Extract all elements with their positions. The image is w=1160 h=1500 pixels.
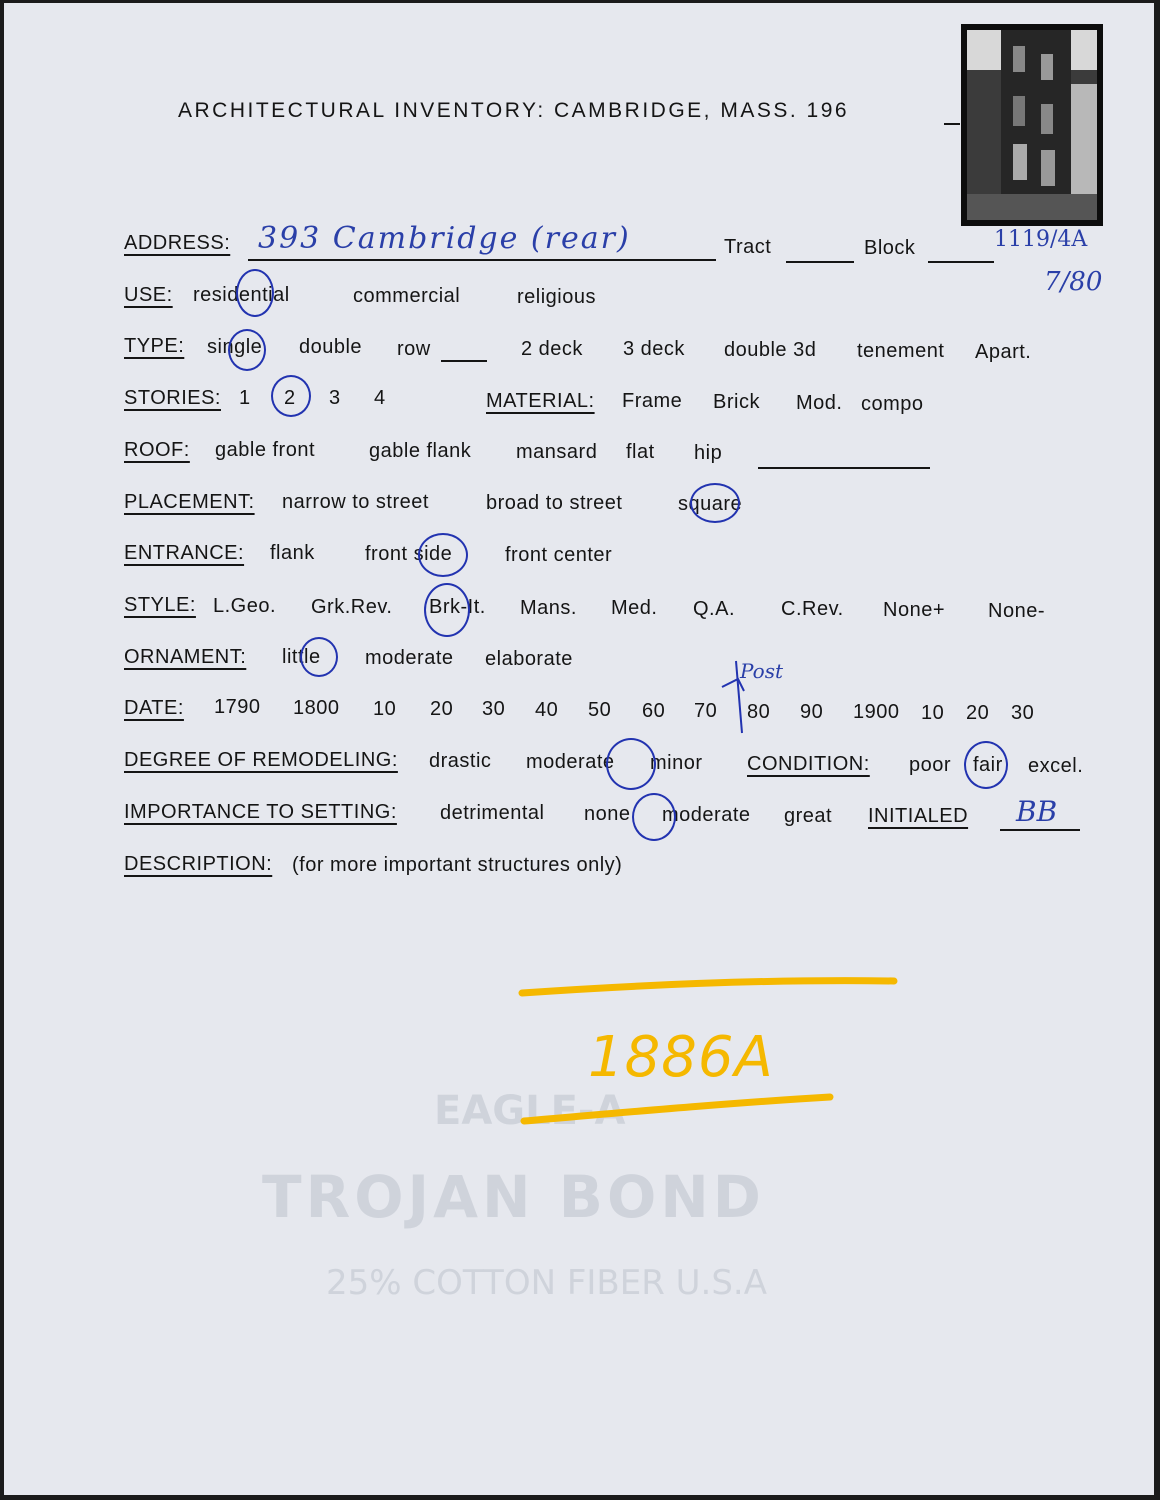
type-option[interactable]: double 3d [724, 339, 817, 361]
roof-label: ROOF: [124, 439, 190, 461]
date-option[interactable]: 30 [482, 698, 506, 720]
style-selected-circle [424, 583, 470, 637]
style-option[interactable]: Grk.Rev. [311, 596, 393, 618]
placement-option[interactable]: broad to street [486, 492, 623, 514]
tract-label: Tract [724, 236, 772, 258]
year-blank [944, 123, 960, 125]
type-option[interactable]: double [299, 336, 363, 358]
remodeling-selected-circle [606, 738, 656, 790]
block-label: Block [864, 237, 916, 259]
entrance-option[interactable]: front side [365, 543, 453, 565]
date-option[interactable]: 80 [747, 701, 771, 723]
use-option[interactable]: residential [193, 284, 290, 306]
style-option[interactable]: Q.A. [693, 598, 736, 620]
style-option[interactable]: None- [988, 600, 1045, 622]
highlighter-stroke-bottom [518, 1089, 838, 1129]
date-option[interactable]: 1900 [853, 701, 900, 723]
block-line [928, 261, 994, 263]
inventory-form-sheet [4, 3, 1154, 1495]
type-selected-circle [228, 329, 266, 371]
placement-label: PLACEMENT: [124, 491, 255, 513]
roof-option[interactable]: hip [694, 442, 723, 464]
ornament-selected-circle [300, 637, 338, 677]
roof-option[interactable]: mansard [516, 441, 598, 463]
placement-selected-circle [690, 483, 740, 523]
ornament-label: ORNAMENT: [124, 646, 247, 668]
entrance-option[interactable]: front center [505, 544, 613, 566]
ornament-option[interactable]: little [282, 646, 321, 668]
stories-option[interactable]: 2 [284, 387, 296, 409]
style-option[interactable]: Mans. [520, 597, 577, 619]
condition-option[interactable]: fair [973, 754, 1003, 776]
type-option[interactable]: 3 deck [623, 338, 685, 360]
type-option[interactable]: 2 deck [521, 338, 583, 360]
building-photo [961, 24, 1103, 226]
remodeling-option[interactable]: moderate [526, 751, 615, 773]
record-date-note: 7/80 [1044, 267, 1103, 297]
highlighter-stroke-top [518, 971, 898, 1001]
type-option[interactable]: Apart. [975, 341, 1032, 363]
material-label: MATERIAL: [486, 390, 595, 412]
watermark-brand: EAGLE-A [434, 1088, 626, 1134]
placement-option[interactable]: square [678, 493, 743, 515]
condition-option[interactable]: excel. [1028, 755, 1084, 777]
importance-option[interactable]: none [584, 803, 631, 825]
roof-option[interactable]: gable flank [369, 440, 472, 462]
address-label: ADDRESS: [124, 232, 231, 254]
importance-option[interactable]: great [784, 805, 833, 827]
date-option[interactable]: 10 [921, 702, 945, 724]
form-title: ARCHITECTURAL INVENTORY: CAMBRIDGE, MASS. 196 [178, 99, 850, 122]
date-option[interactable]: 70 [694, 700, 718, 722]
address-line [248, 259, 716, 261]
description-label: DESCRIPTION: [124, 853, 273, 875]
date-option[interactable]: 1790 [214, 696, 261, 718]
initialed-line [1000, 829, 1080, 831]
date-option[interactable]: 60 [642, 700, 666, 722]
date-option[interactable]: 20 [430, 698, 454, 720]
importance-selected-circle [632, 793, 676, 841]
style-option[interactable]: L.Geo. [213, 595, 277, 617]
date-option[interactable]: 10 [373, 698, 397, 720]
watermark-line2: 25% COTTON FIBER U.S.A [326, 1263, 767, 1303]
date-option[interactable]: 20 [966, 702, 990, 724]
watermark-line1: TROJAN BOND [262, 1163, 765, 1231]
importance-label: IMPORTANCE TO SETTING: [124, 801, 397, 823]
style-label: STYLE: [124, 594, 196, 616]
initialed-label: INITIALED [868, 805, 969, 827]
ornament-option[interactable]: elaborate [485, 648, 573, 670]
material-option[interactable]: compo [861, 393, 924, 415]
date-option[interactable]: 1800 [293, 697, 340, 719]
type-option[interactable]: single [207, 336, 263, 358]
date-annotation: Post [740, 659, 783, 683]
use-option[interactable]: religious [517, 286, 596, 308]
roof-option[interactable]: flat [626, 441, 655, 463]
material-option[interactable]: Mod. [796, 392, 843, 414]
initialed-value: BB [1016, 795, 1058, 828]
material-option[interactable]: Frame [622, 390, 683, 412]
stories-option[interactable]: 3 [329, 387, 341, 409]
roof-blank [758, 467, 930, 469]
use-option[interactable]: commercial [353, 285, 461, 307]
use-selected-circle [236, 269, 274, 317]
type-option[interactable]: row [397, 338, 431, 360]
remodeling-option[interactable]: drastic [429, 750, 492, 772]
date-option[interactable]: 90 [800, 701, 824, 723]
importance-option[interactable]: moderate [662, 804, 751, 826]
address-value: 393 Cambridge (rear) [258, 221, 631, 256]
ornament-option[interactable]: moderate [365, 647, 454, 669]
roof-option[interactable]: gable front [215, 439, 316, 461]
tract-line [786, 261, 854, 263]
importance-option[interactable]: detrimental [440, 802, 545, 824]
entrance-selected-circle [418, 533, 468, 577]
stories-option[interactable]: 1 [239, 387, 251, 409]
style-option[interactable]: C.Rev. [781, 598, 844, 620]
use-label: USE: [124, 284, 173, 306]
stories-option[interactable]: 4 [374, 387, 386, 409]
entrance-option[interactable]: flank [270, 542, 315, 564]
material-option[interactable]: Brick [713, 391, 760, 413]
type-label: TYPE: [124, 335, 185, 357]
type-blank [441, 360, 487, 362]
placement-option[interactable]: narrow to street [282, 491, 429, 513]
date-option[interactable]: 30 [1011, 702, 1035, 724]
entrance-label: ENTRANCE: [124, 542, 245, 564]
block-value: 1119/4A [994, 227, 1088, 252]
remodeling-option[interactable]: minor [650, 752, 703, 774]
remodeling-label: DEGREE OF REMODELING: [124, 749, 398, 771]
date-label: DATE: [124, 697, 184, 719]
type-option[interactable]: tenement [857, 340, 945, 362]
stories-selected-circle [271, 375, 311, 417]
style-option[interactable]: None+ [883, 599, 945, 621]
record-number-stamp: 1886A [588, 1025, 774, 1090]
date-option[interactable]: 50 [588, 699, 612, 721]
condition-selected-circle [964, 741, 1008, 789]
condition-label: CONDITION: [747, 753, 870, 775]
date-option[interactable]: 40 [535, 699, 559, 721]
style-option[interactable]: Brk-It. [429, 596, 486, 618]
description-note: (for more important structures only) [292, 854, 623, 876]
condition-option[interactable]: poor [909, 754, 952, 776]
stories-label: STORIES: [124, 387, 221, 409]
style-option[interactable]: Med. [611, 597, 658, 619]
